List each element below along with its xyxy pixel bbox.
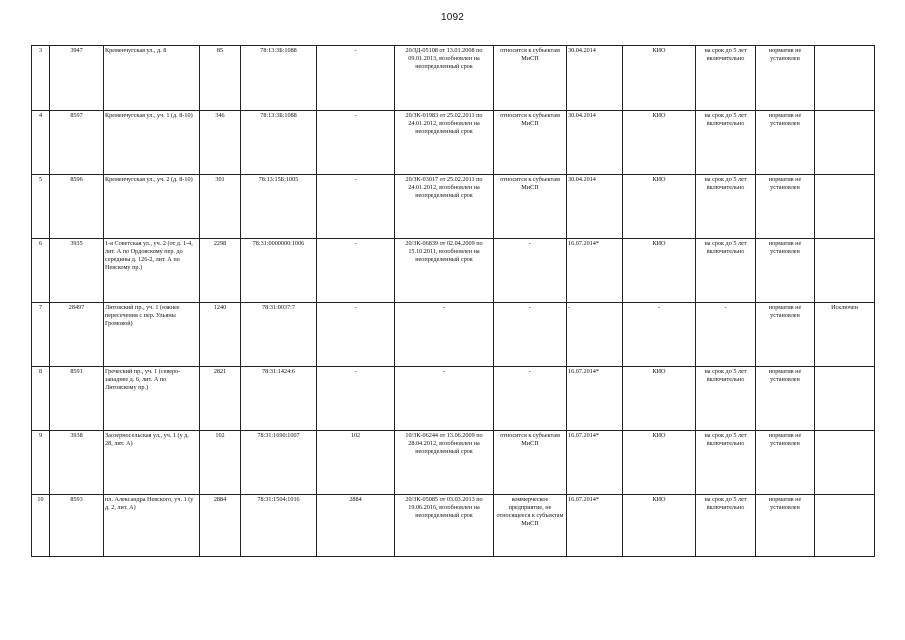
category-cell: относится к субъектам МиСП [494, 175, 567, 239]
organization-cell: КИО [623, 367, 696, 431]
object-id-cell: 8596 [50, 175, 104, 239]
object-id-cell: 28497 [50, 303, 104, 367]
note-cell [815, 431, 875, 495]
organization-cell: КИО [623, 239, 696, 303]
row-number-cell: 7 [32, 303, 50, 367]
object-id-cell: 3935 [50, 239, 104, 303]
term-cell: - [696, 303, 756, 367]
category-cell: относится к субъектам МиСП [494, 111, 567, 175]
category-cell: - [494, 303, 567, 367]
date-cell: 30.04.2014 [567, 46, 623, 111]
term-cell: на срок до 5 лет включительно [696, 495, 756, 557]
date-cell: 16.07.2014* [567, 367, 623, 431]
cadastral-number-cell: 78:31:1504:1016 [241, 495, 317, 557]
row-number-cell: 10 [32, 495, 50, 557]
table-row [32, 303, 875, 367]
category-cell: - [494, 239, 567, 303]
note-cell [815, 495, 875, 557]
contract-cell: - [395, 367, 494, 431]
address-cell: Литовский пр., уч. 1 (южнее пересечения с пер. Ульяны Громовой) [104, 303, 200, 367]
date-cell: 16.07.2014* [567, 495, 623, 557]
area-cell: 301 [200, 175, 241, 239]
norm-cell: норматив не установлен [756, 303, 815, 367]
area-cell: 85 [200, 46, 241, 111]
organization-cell: - [623, 303, 696, 367]
date-cell: 30.04.2014 [567, 175, 623, 239]
object-id-cell: 3947 [50, 46, 104, 111]
registry-table [31, 45, 875, 557]
object-id-cell: 8597 [50, 111, 104, 175]
organization-cell: КИО [623, 111, 696, 175]
area-cell: 2821 [200, 367, 241, 431]
page-number: 1092 [440, 12, 465, 23]
address-cell: Греческий пр., уч. 1 (северо-западнее д. 6, лит. А по Литовскому пр.) [104, 367, 200, 431]
address-cell: Заозерносельская ул., уч. 1 (у д. 28, лит. А) [104, 431, 200, 495]
table-row [32, 239, 875, 303]
area-secondary-cell: - [317, 303, 395, 367]
table-row [32, 495, 875, 557]
area-cell: 2298 [200, 239, 241, 303]
area-cell: 1240 [200, 303, 241, 367]
address-cell: пл. Александра Невского, уч. 1 (у д. 2, лит. А) [104, 495, 200, 557]
norm-cell: норматив не установлен [756, 239, 815, 303]
contract-cell: 20/ЗК-03017 от 25.02.2011 по 24.01.2012, возобновлен на неопределенный срок [395, 175, 494, 239]
area-secondary-cell: - [317, 175, 395, 239]
note-cell [815, 239, 875, 303]
term-cell: на срок до 5 лет включительно [696, 367, 756, 431]
contract-cell: 20/ЗД-05108 от 13.01.2008 по 09.01.2013, возобновлен на неопределенный срок [395, 46, 494, 111]
contract-cell: 20/ЗК-01983 от 25.02.2011 по 24.01.2012, возобновлен на неопределенный срок [395, 111, 494, 175]
address-cell: Кременчугская ул., уч. 1 (д. 8-10) [104, 111, 200, 175]
area-secondary-cell: - [317, 111, 395, 175]
category-cell: относится к субъектам МиСП [494, 431, 567, 495]
table-row [32, 111, 875, 175]
date-cell: 16.07.2014* [567, 239, 623, 303]
date-cell: - [567, 303, 623, 367]
cadastral-number-cell: 78:31:1424:6 [241, 367, 317, 431]
organization-cell: КИО [623, 46, 696, 111]
cadastral-number-cell: 78:31:0000000:1006 [241, 239, 317, 303]
cadastral-number-cell: 78:13:3Б:1088 [241, 46, 317, 111]
area-secondary-cell: 2884 [317, 495, 395, 557]
contract-cell: - [395, 303, 494, 367]
table-row [32, 175, 875, 239]
area-secondary-cell: - [317, 239, 395, 303]
area-cell: 102 [200, 431, 241, 495]
category-cell: - [494, 367, 567, 431]
address-cell: 1-я Советская ул., уч. 2 (от д. 1-4, лит. А по Ордовскому пер. до середины д. 126-2, лит. А по Невскому пр.) [104, 239, 200, 303]
norm-cell: норматив не установлен [756, 367, 815, 431]
norm-cell: норматив не установлен [756, 175, 815, 239]
row-number-cell: 3 [32, 46, 50, 111]
date-cell: 30.04.2014 [567, 111, 623, 175]
area-secondary-cell: 102 [317, 431, 395, 495]
norm-cell: норматив не установлен [756, 46, 815, 111]
organization-cell: КИО [623, 495, 696, 557]
area-secondary-cell: - [317, 367, 395, 431]
organization-cell: КИО [623, 175, 696, 239]
table-row [32, 431, 875, 495]
row-number-cell: 5 [32, 175, 50, 239]
norm-cell: норматив не установлен [756, 495, 815, 557]
area-secondary-cell: - [317, 46, 395, 111]
object-id-cell: 8591 [50, 367, 104, 431]
contract-cell: 20/ЗК-06839 от 02.04.2009 по 15.10.2011, возобновлен на неопределенный срок [395, 239, 494, 303]
address-cell: Кременчугская ул., д. 8 [104, 46, 200, 111]
organization-cell: КИО [623, 431, 696, 495]
contract-cell: 10/ЗК-06244 от 13.06.2009 по 28.04.2012, возобновлен на неопределенный срок [395, 431, 494, 495]
row-number-cell: 8 [32, 367, 50, 431]
object-id-cell: 8593 [50, 495, 104, 557]
cadastral-number-cell: 78:13:3Б:1088 [241, 111, 317, 175]
object-id-cell: 3938 [50, 431, 104, 495]
cadastral-number-cell: 78:31:0037:7 [241, 303, 317, 367]
note-cell [815, 175, 875, 239]
cadastral-number-cell: 78:13:15Б:1005 [241, 175, 317, 239]
area-cell: 346 [200, 111, 241, 175]
category-cell: коммерческое предприятие, не относящееся к субъектам МиСП [494, 495, 567, 557]
table-row [32, 46, 875, 111]
address-cell: Кременчугская ул., уч. 2 (д. 8-10) [104, 175, 200, 239]
norm-cell: норматив не установлен [756, 111, 815, 175]
contract-cell: 20/ЗК-05085 от 03.03.2013 по 19.06.2016, возобновлен на неопределенный срок [395, 495, 494, 557]
row-number-cell: 4 [32, 111, 50, 175]
note-cell [815, 46, 875, 111]
note-cell [815, 111, 875, 175]
term-cell: на срок до 5 лет включительно [696, 431, 756, 495]
table-row [32, 367, 875, 431]
note-cell: Исключен [815, 303, 875, 367]
norm-cell: норматив не установлен [756, 431, 815, 495]
term-cell: на срок до 5 лет включительно [696, 111, 756, 175]
area-cell: 2884 [200, 495, 241, 557]
date-cell: 16.07.2014* [567, 431, 623, 495]
row-number-cell: 9 [32, 431, 50, 495]
row-number-cell: 6 [32, 239, 50, 303]
term-cell: на срок до 5 лет включительно [696, 175, 756, 239]
category-cell: относится к субъектам МиСП [494, 46, 567, 111]
term-cell: на срок до 5 лет включительно [696, 46, 756, 111]
note-cell [815, 367, 875, 431]
term-cell: на срок до 5 лет включительно [696, 239, 756, 303]
cadastral-number-cell: 78:31:1690:1007 [241, 431, 317, 495]
